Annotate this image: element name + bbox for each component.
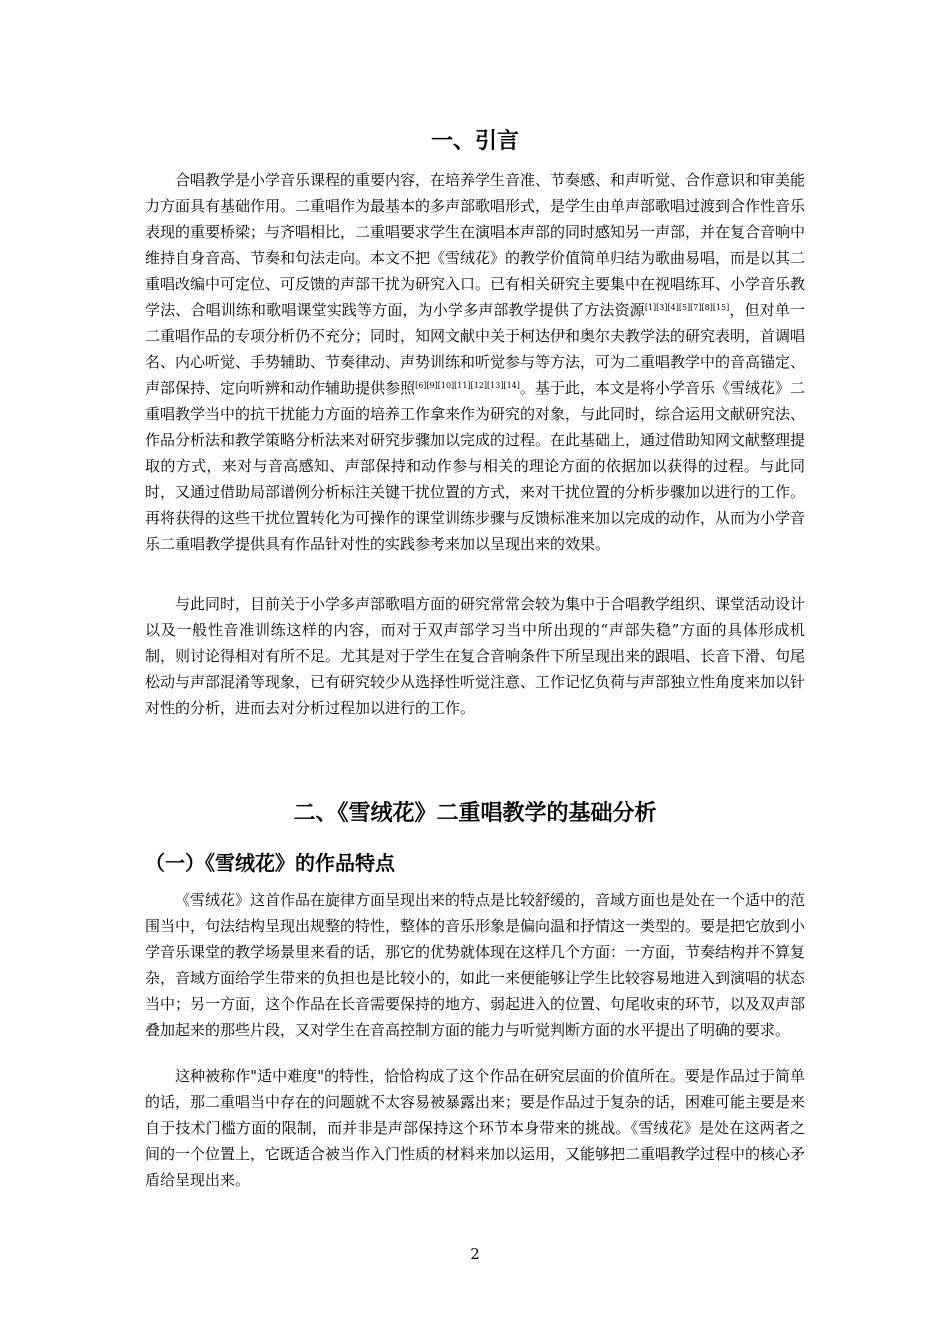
intro-paragraph-2: 与此同时，目前关于小学多声部歌唱方面的研究常常会较为集中于合唱教学组织、课堂活动设计以及一般性音准训练这样的内容，而对于双声部学习当中所出现的“声部失稳”方面的具体形成机制，则讨论得相对有所不足。尤其是对于学生在复合音响条件下所呈现出来的跟唱、长音下滑、句尾松动与声部混淆等现象，已有研究较少从选择性听觉注意、工作记忆负荷与声部独立性角度来加以针对性的分析，进而去对分析过程加以进行的工作。 [145, 595, 806, 717]
intro-text-a: 合唱教学是小学音乐课程的重要内容，在培养学生音准、节奏感、和声听觉、合作意识和审美能力方面具有基础作用。二重唱作为最基本的多声部歌唱形式，是学生由单声部歌唱过渡到合作性音乐表现的重要桥梁；与齐唱相比，二重唱要求学生在演唱本声部的同时感知另一声部，并在复合音响中维持自身音高、节奏和句法走向。本文不把《雪绒花》的教学价值简单归结为歌曲易唱，而是以其二重唱改编中可定位、可反馈的声部干扰为研究入口。已有相关研究主要集中在视唱练耳、小学音乐教学法、合唱训练和歌唱课堂实践等方面，为小学多声部教学提供了方法资源 [145, 171, 806, 319]
page-number: 2 [470, 1245, 480, 1263]
intro-paragraph-1 [145, 167, 805, 557]
subsection-heading-features: （一）《雪绒花》的作品特点 [145, 851, 395, 875]
section-heading-basis: 二、《雪绒花》二重唱教学的基础分析 [293, 801, 657, 826]
features-paragraph-2: 这种被称作"适中难度"的特性，恰恰构成了这个作品在研究层面的价值所在。要是作品过于简单的话，那二重唱当中存在的问题就不太容易被暴露出来；要是作品过于复杂的话，困难可能主要是来自于技术门槛方面的限制，而并非是声部保持这个环节本身带来的挑战。《雪绒花》是处在这两者之间的一个位置上，它既适合被当作入门性质的材料来加以运用，又能够把二重唱教学过程中的核心矛盾给呈现出来。 [145, 1067, 806, 1189]
section-heading-intro: 一、引言 [430, 129, 519, 154]
intro-text-c: 。基于此，本文是将小学音乐《雪绒花》二重唱教学当中的抗干扰能力方面的培养工作拿来作为研究的对象，与此同时，综合运用文献研究法、作品分析法和教学策略分析法来对研究步骤加以完成的过程。在此基础上，通过借助知网文献整理提取的方式，来对与音高感知、声部保持和动作参与相关的理论方面的依据加以获得的过程。与此同时，又通过借助局部谱例分析标注关键干扰位置的方式，来对干扰位置的分析步骤加以进行的工作。再将获得的这些干扰位置转化为可操作的课堂训练步骤与反馈标准来加以完成的动作，从而为小学音乐二重唱教学提供具有作品针对性的实践参考来加以呈现出来的效果。 [145, 379, 806, 553]
intro-text-b: ，但对单一二重唱作品的专项分析仍不充分；同时，知网文献中关于柯达伊和奥尔夫教学法的研究表明，首调唱名、内心听觉、手势辅助、节奏律动、声势训练和听觉参与等方法，可为二重唱教学中的音高锚定、声部保持、定向听辨和动作辅助提供参照 [145, 301, 806, 397]
citation-ref-1: [1][3][4][5][7][8][15] [644, 303, 730, 312]
features-paragraph-1: 《雪绒花》这首作品在旋律方面呈现出来的特点是比较舒缓的，音域方面也是处在一个适中的范围当中，句法结构呈现出规整的特性，整体的音乐形象是偏向温和抒情这一类型的。要是把它放到小学音乐课堂的教学场景里来看的话，那它的优势就体现在这样几个方面：一方面，节奏结构并不算复杂，音域方面给学生带来的负担也是比较小的，如此一来便能够让学生比较容易地进入到演唱的状态当中；另一方面，这个作品在长音需要保持的地方、弱起进入的位置、句尾收束的环节，以及双声部叠加起来的那些片段，又对学生在音高控制方面的能力与听觉判断方面的水平提出了明确的要求。 [145, 891, 806, 1039]
citation-ref-2: [6][9][10][11][12][13][14] [415, 381, 520, 390]
